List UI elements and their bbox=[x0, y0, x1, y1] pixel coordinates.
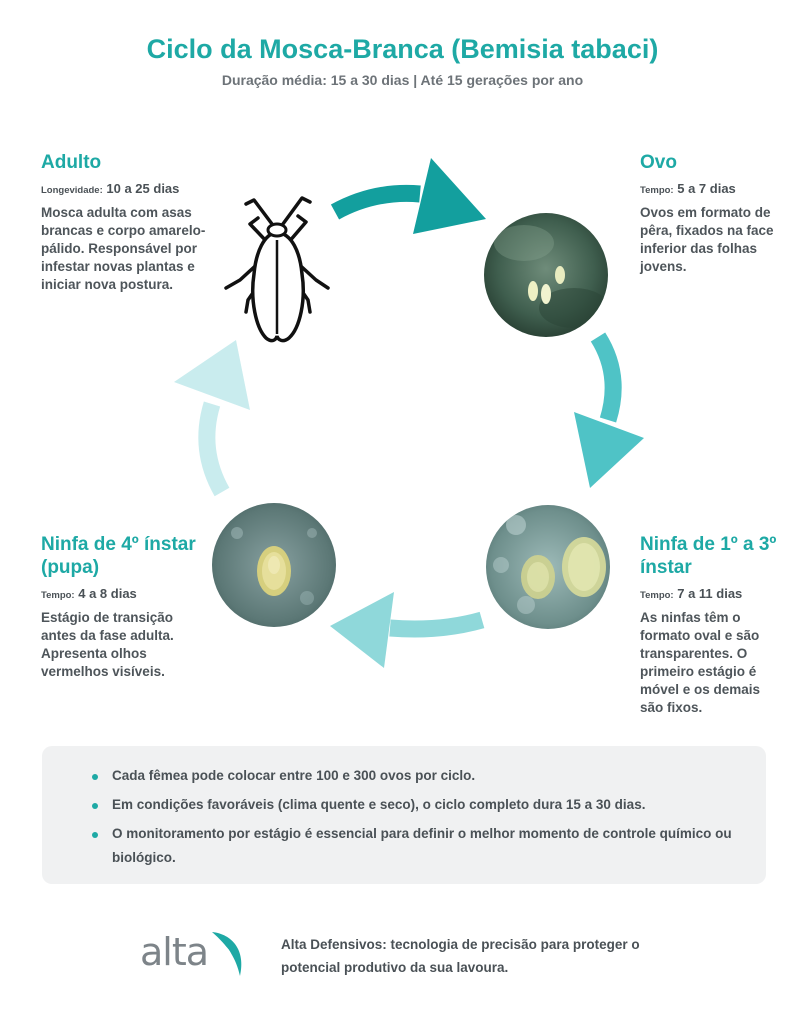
stage-adult-meta-label: Longevidade: bbox=[41, 185, 103, 196]
note-item: Cada fêmea pode colocar entre 100 e 300 ovos por ciclo. bbox=[92, 764, 736, 788]
stage-egg-title: Ovo bbox=[640, 152, 677, 173]
stage-nymph-1-3-title: Ninfa de 1º a 3º ínstar bbox=[640, 534, 777, 578]
stage-adult-description: Mosca adulta com asas brancas e corpo amarelo-pálido. Responsável por infestar novas plantas e iniciar nova postura. bbox=[41, 205, 206, 292]
stage-nymph-1-3 bbox=[640, 533, 780, 717]
stage-nymph-1-3-meta bbox=[640, 586, 780, 601]
arrow-pupa-to-adult-icon bbox=[174, 340, 250, 492]
stage-nymph-4-title: Ninfa de 4º ínstar (pupa) bbox=[41, 534, 196, 578]
nymph-1-3-photo bbox=[486, 505, 610, 629]
stage-nymph-4 bbox=[41, 533, 206, 681]
stage-egg-description: Ovos em formato de pêra, fixados na face inferior das folhas jovens. bbox=[640, 205, 774, 274]
notes-list bbox=[92, 764, 736, 870]
stage-egg bbox=[640, 151, 780, 276]
whitefly-adult-icon bbox=[220, 188, 335, 348]
stage-nymph-1-3-meta-label: Tempo: bbox=[640, 590, 674, 601]
arrow-nymph-to-pupa-icon bbox=[330, 592, 482, 668]
arrow-adult-to-egg-icon bbox=[335, 158, 486, 234]
footer-tagline: Alta Defensivos: tecnologia de precisão para proteger o potencial produtivo da sua lavoura. bbox=[281, 937, 640, 975]
logo-text: alta bbox=[140, 930, 209, 974]
arrow-egg-to-nymph-icon bbox=[574, 337, 644, 488]
note-item: O monitoramento por estágio é essencial para definir o melhor momento de controle químico ou biológico. bbox=[92, 822, 736, 870]
stage-egg-meta-label: Tempo: bbox=[640, 185, 674, 196]
stage-nymph-4-meta-value: 4 a 8 dias bbox=[78, 586, 137, 601]
logo-swoosh-icon bbox=[210, 928, 250, 978]
stage-nymph-4-description: Estágio de transição antes da fase adulta. Apresenta olhos vermelhos visíveis. bbox=[41, 610, 174, 679]
stage-nymph-1-3-description: As ninfas têm o formato oval e são transparentes. O primeiro estágio é móvel e os demais são fixos. bbox=[640, 610, 761, 715]
stage-nymph-4-meta-label: Tempo: bbox=[41, 590, 75, 601]
stage-nymph-4-meta bbox=[41, 586, 206, 601]
stage-nymph-1-3-meta-value: 7 a 11 dias bbox=[677, 586, 743, 601]
stage-adult-title: Adulto bbox=[41, 152, 102, 173]
stage-adult-meta bbox=[41, 181, 216, 196]
stage-adult bbox=[41, 151, 216, 294]
egg-photo bbox=[484, 213, 608, 337]
alta-logo bbox=[140, 928, 250, 978]
stage-egg-meta bbox=[640, 181, 780, 196]
nymph-4-photo bbox=[212, 503, 336, 627]
page-title: Ciclo da Mosca-Branca (Bemisia tabaci) bbox=[146, 34, 659, 64]
note-item: Em condições favoráveis (clima quente e seco), o ciclo completo dura 15 a 30 dias. bbox=[92, 793, 736, 817]
notes-box bbox=[42, 746, 766, 884]
stage-adult-meta-value: 10 a 25 dias bbox=[106, 181, 180, 196]
page-subtitle: Duração média: 15 a 30 dias | Até 15 gerações por ano bbox=[221, 72, 584, 88]
stage-egg-meta-value: 5 a 7 dias bbox=[677, 181, 736, 196]
